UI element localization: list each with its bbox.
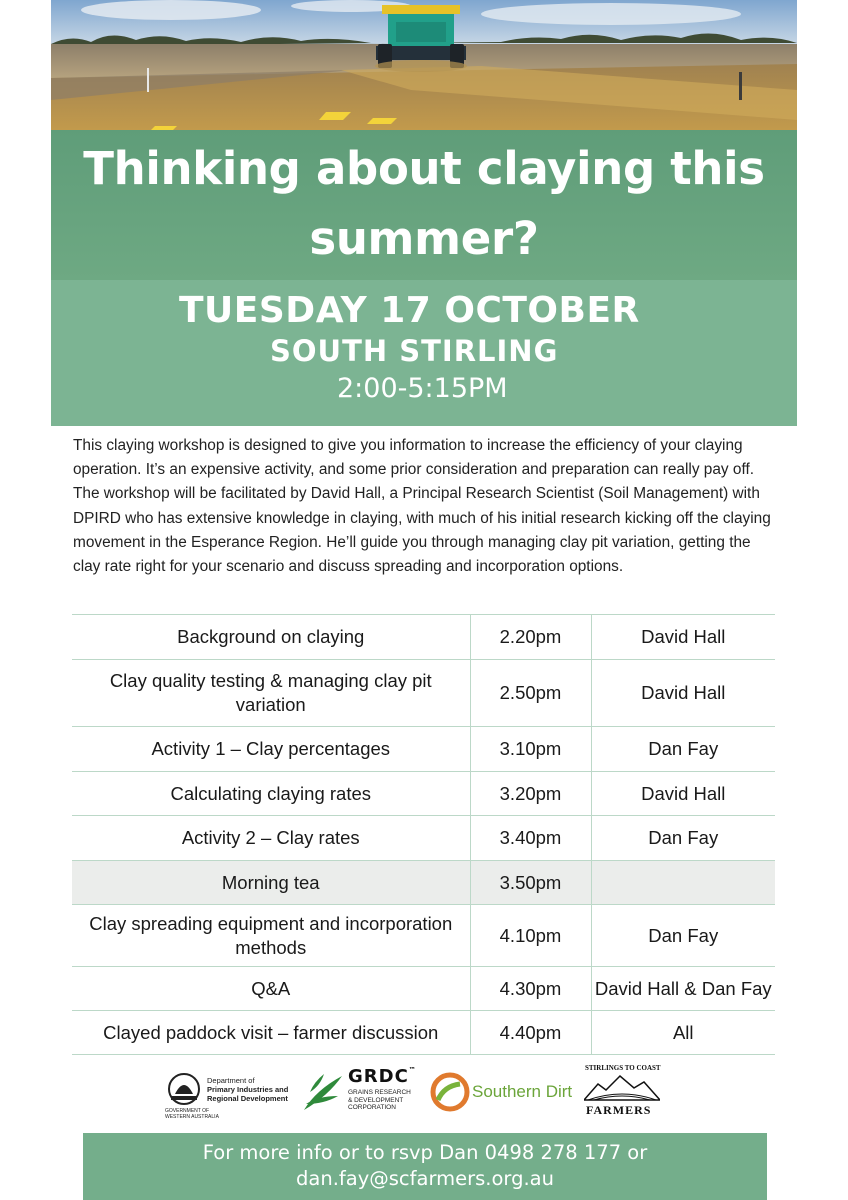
title-banner xyxy=(51,130,797,280)
headline-line-2: summer? xyxy=(309,212,539,265)
agenda-presenter: All xyxy=(591,1011,775,1055)
event-location: SOUTH STIRLING xyxy=(270,334,559,368)
table-row xyxy=(72,727,775,772)
dpird-line-1: Department of xyxy=(207,1076,255,1085)
agenda-presenter: David Hall xyxy=(591,772,775,816)
agenda-presenter: Dan Fay xyxy=(591,905,775,967)
headline xyxy=(51,130,797,274)
scf-bottom-text: FARMERS xyxy=(586,1103,652,1117)
table-row xyxy=(72,967,775,1011)
rsvp-line-1: For more info or to rsvp Dan 0498 278 177 or xyxy=(202,1141,648,1164)
table-row xyxy=(72,816,775,861)
agenda-topic: Calculating claying rates xyxy=(72,772,470,816)
southern-dirt-logo xyxy=(430,1062,573,1124)
agenda-table xyxy=(72,614,775,1055)
table-row xyxy=(72,615,775,660)
grdc-name xyxy=(348,1066,417,1087)
agenda-topic: Activity 1 – Clay percentages xyxy=(72,727,470,772)
agenda-topic: Clay quality testing & managing clay pit variation xyxy=(72,660,470,727)
scf-logo xyxy=(582,1062,662,1124)
wheat-leaves-icon xyxy=(302,1070,346,1114)
grdc-line-1: GRAINS RESEARCH xyxy=(348,1089,411,1096)
event-details-banner xyxy=(51,280,797,426)
agenda-presenter: David Hall xyxy=(591,660,775,727)
grdc-logo xyxy=(302,1062,417,1124)
grdc-trademark: ™ xyxy=(408,1066,417,1074)
dpird-logo xyxy=(165,1062,290,1124)
agenda-topic: Background on claying xyxy=(72,615,470,660)
grdc-line-2: & DEVELOPMENT xyxy=(348,1096,404,1104)
agenda-time: 4.10pm xyxy=(470,905,591,967)
agenda-topic: Activity 2 – Clay rates xyxy=(72,816,470,861)
agenda-time: 2.20pm xyxy=(470,615,591,660)
scf-top-text: STIRLINGS TO COAST xyxy=(585,1064,661,1072)
mountain-range-icon xyxy=(584,1074,660,1102)
table-row xyxy=(72,772,775,816)
dpird-gov-line-2: WESTERN AUSTRALIA xyxy=(165,1114,219,1120)
event-date: TUESDAY 17 OCTOBER xyxy=(179,290,640,331)
table-row xyxy=(72,660,775,727)
agenda-presenter xyxy=(591,861,775,905)
agenda-time: 3.10pm xyxy=(470,727,591,772)
agenda-topic: Clayed paddock visit – farmer discussion xyxy=(72,1011,470,1055)
dpird-line-3: Regional Development xyxy=(207,1094,288,1103)
sponsor-logos xyxy=(160,1062,680,1124)
agenda-time: 4.40pm xyxy=(470,1011,591,1055)
southern-dirt-name: Southern Dirt xyxy=(472,1082,573,1101)
grdc-wordmark: GRDC xyxy=(348,1066,409,1087)
agenda-presenter: David Hall & Dan Fay xyxy=(591,967,775,1011)
table-row xyxy=(72,861,775,905)
grdc-line-3: CORPORATION xyxy=(348,1104,396,1111)
table-row xyxy=(72,1011,775,1055)
agenda-topic: Q&A xyxy=(72,967,470,1011)
event-time: 2:00-5:15PM xyxy=(337,373,508,404)
wa-crest-icon xyxy=(165,1070,203,1108)
dpird-gov-line-1: GOVERNMENT OF xyxy=(165,1108,210,1114)
hero-photo xyxy=(51,0,797,130)
agenda-presenter: Dan Fay xyxy=(591,816,775,861)
southern-dirt-swirl-icon xyxy=(430,1072,470,1112)
agenda-time: 4.30pm xyxy=(470,967,591,1011)
agenda-presenter: Dan Fay xyxy=(591,727,775,772)
agenda-topic: Clay spreading equipment and incorporation methods xyxy=(72,905,470,967)
agenda-time: 3.40pm xyxy=(470,816,591,861)
agenda-time: 3.20pm xyxy=(470,772,591,816)
agenda-topic: Morning tea xyxy=(72,861,470,905)
rsvp-footer xyxy=(83,1133,767,1200)
headline-line-1: Thinking about claying this xyxy=(83,142,765,195)
table-row xyxy=(72,905,775,967)
agenda-time: 2.50pm xyxy=(470,660,591,727)
agenda-presenter: David Hall xyxy=(591,615,775,660)
intro-paragraph: This claying workshop is designed to give you information to increase the efficiency of your claying operation. It’s an expensive activity, and some prior consideration and preparation can really pay off. The workshop will be facilitated by David Hall, a Principal Research Scientist (Soil Management) with DPIRD who has extensive knowledge in claying, with much of his initial research kicking off the claying movement in the Esperance Region. He’ll guide you through managing clay pit variation, getting the clay rate right for your scenario and discuss spreading and incorporation options. xyxy=(73,437,771,576)
dpird-line-2: Primary Industries and xyxy=(207,1085,289,1094)
rsvp-email[interactable]: dan.fay@scfarmers.org.au xyxy=(296,1167,554,1190)
agenda-time: 3.50pm xyxy=(470,861,591,905)
